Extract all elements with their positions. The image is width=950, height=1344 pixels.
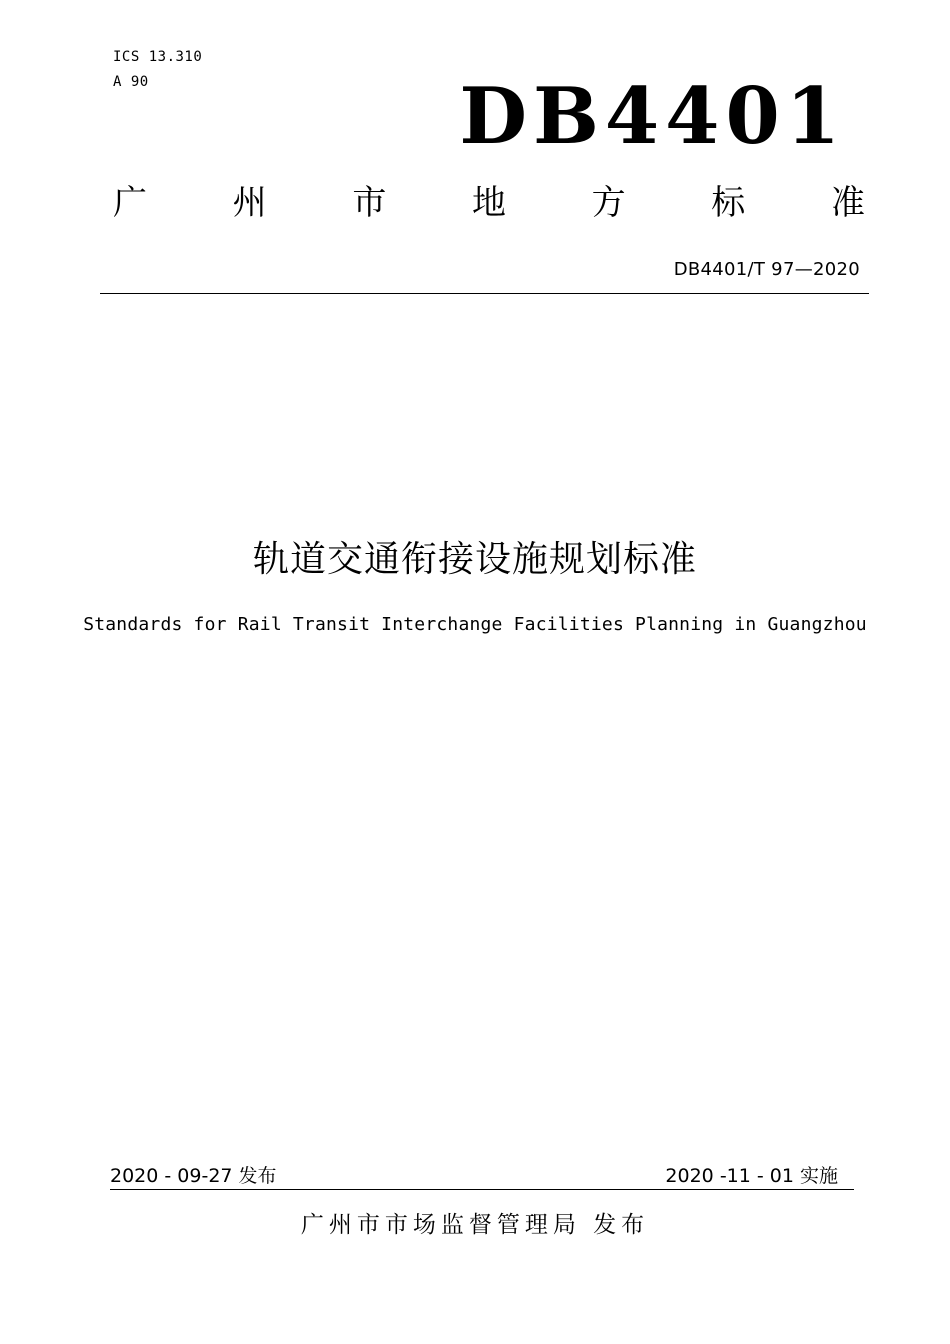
standard-logo: DB4401: [459, 71, 846, 162]
header-divider: [100, 293, 869, 294]
standard-type-char: 市: [352, 183, 387, 223]
standard-type-char: 广: [113, 183, 147, 223]
standard-number: DB4401/T 97—2020: [673, 259, 860, 280]
ics-code: ICS 13.310: [113, 49, 203, 65]
footer-divider: [110, 1189, 854, 1190]
standard-type-char: 标: [711, 183, 746, 223]
standard-type-char: 地: [471, 183, 506, 223]
standard-type-char: 州: [232, 183, 267, 223]
issue-date: 2020 - 09-27 发布: [110, 1165, 277, 1187]
standard-type-char: 方: [591, 183, 626, 223]
standard-type-heading: [113, 183, 865, 223]
standard-type-char: 准: [830, 183, 865, 223]
implementation-date: 2020 -11 - 01 实施: [665, 1165, 838, 1187]
document-title-chinese: 轨道交通衔接设施规划标准: [252, 539, 697, 580]
issuing-authority: 广州市市场监督管理局 发布: [300, 1212, 650, 1238]
document-title-english: Standards for Rail Transit Interchange Facilities Planning in Guangzhou: [83, 614, 867, 635]
clc-code: A 90: [113, 74, 149, 90]
